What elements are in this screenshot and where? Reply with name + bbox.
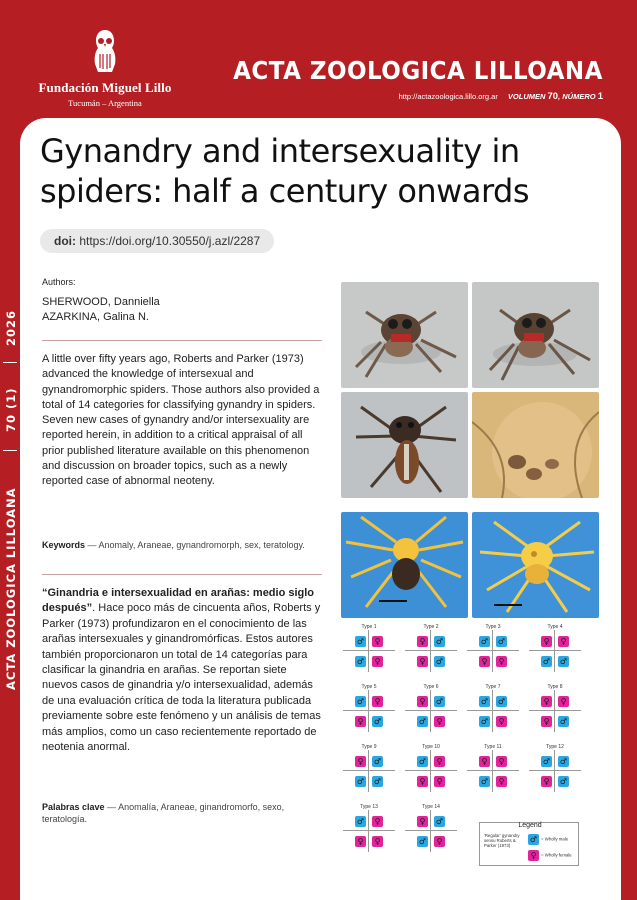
axis-line — [405, 650, 457, 651]
axis-line — [430, 630, 431, 672]
author-name: SHERWOOD, Danniella — [42, 296, 160, 308]
journal-meta — [399, 91, 603, 102]
gynandry-type-cell — [465, 684, 521, 734]
type-label: Type 6 — [423, 684, 439, 690]
female-symbol-icon: ♀ — [541, 776, 552, 787]
gynandry-type-cell — [465, 624, 521, 674]
female-symbol-icon: ♀ — [434, 756, 445, 767]
male-symbol-icon: ♂ — [356, 697, 365, 706]
male-symbol-icon: ♂ — [559, 777, 568, 786]
male-symbol-icon: ♂ — [480, 697, 489, 706]
female-symbol-icon: ♀ — [541, 636, 552, 647]
foundation-logo — [30, 28, 180, 108]
palabras-list: — Anomalía, Araneae, ginandromorfo, sexo, teratología. — [42, 802, 285, 825]
type-label: Type 13 — [360, 804, 378, 810]
type-label: Type 11 — [484, 744, 502, 750]
axis-line — [467, 650, 519, 651]
gynandry-type-cell — [341, 624, 397, 674]
axis-line — [492, 690, 493, 732]
owl-logo-icon — [90, 28, 120, 74]
axis-line — [368, 750, 369, 792]
female-symbol-icon: ♀ — [372, 656, 383, 667]
male-symbol-icon: ♂ — [435, 637, 444, 646]
keywords-label: Keywords — [42, 540, 86, 550]
sidebar-divider — [3, 450, 17, 451]
type-label: Type 10 — [422, 744, 440, 750]
female-symbol-icon: ♀ — [355, 756, 366, 767]
doi-label: doi: — [54, 234, 76, 248]
palabras-clave — [42, 801, 322, 826]
legend-female-label: = Wholly female — [541, 852, 572, 858]
spider-photo — [472, 512, 599, 618]
journal-url[interactable]: http://actazoologica.lillo.org.ar — [398, 92, 498, 101]
axis-line — [368, 630, 369, 672]
sidebar-divider — [3, 362, 17, 363]
type-label: Type 2 — [423, 624, 439, 630]
axis-line — [529, 770, 581, 771]
female-symbol-icon: ♀ — [528, 850, 539, 861]
male-symbol-icon: ♂ — [480, 717, 489, 726]
gynandry-type-cell — [341, 744, 397, 794]
male-symbol-icon: ♂ — [542, 757, 551, 766]
male-symbol-icon: ♂ — [373, 757, 382, 766]
divider — [42, 340, 322, 341]
male-symbol-icon: ♂ — [373, 777, 382, 786]
axis-line — [343, 830, 395, 831]
female-symbol-icon: ♀ — [417, 776, 428, 787]
male-symbol-icon: ♂ — [529, 835, 538, 844]
male-symbol-icon: ♂ — [559, 717, 568, 726]
article-title: Gynandry and intersexuality in spiders: half a century onwards — [40, 132, 530, 210]
org-place: Tucumán – Argentina — [68, 98, 142, 108]
legend-female — [528, 850, 572, 861]
axis-line — [467, 710, 519, 711]
axis-line — [430, 750, 431, 792]
male-symbol-icon: ♂ — [559, 657, 568, 666]
gynandry-type-cell — [527, 684, 583, 734]
abstract: A little over fifty years ago, Roberts and Parker (1973) advanced the knowledge of intersexual and gynandromorphic spiders. Those authors also provided a total of 14 categories for classifying gynandry in spiders. Seven new cases of gynandry and/or intersexuality are reported herein, in addition to a critical appraisal of all prior published literature available on this phenomenon and discussion on broader topics, such as a newly reported case of abnormal neoteny. — [42, 353, 320, 488]
legend — [479, 822, 579, 866]
axis-line — [368, 690, 369, 732]
type-label: Type 9 — [361, 744, 377, 750]
gynandry-type-cell — [527, 624, 583, 674]
palabras-label: Palabras clave — [42, 802, 105, 812]
female-symbol-icon: ♀ — [558, 636, 569, 647]
axis-line — [368, 810, 369, 852]
female-symbol-icon: ♀ — [541, 696, 552, 707]
female-symbol-icon: ♀ — [372, 636, 383, 647]
issue-label: NÚMERO — [562, 92, 596, 101]
authors-label: Authors: — [42, 277, 76, 287]
gynandry-type-cell — [465, 744, 521, 794]
male-symbol-icon: ♂ — [542, 657, 551, 666]
axis-line — [554, 750, 555, 792]
author-name: AZARKINA, Galina N. — [42, 311, 149, 323]
axis-line — [405, 830, 457, 831]
sidebar-volume-issue: 70 (1) — [4, 387, 18, 432]
resumen — [42, 586, 322, 755]
sidebar-year: 2026 — [4, 309, 18, 346]
legend-title: Legend — [518, 822, 542, 829]
axis-line — [492, 630, 493, 672]
spider-photo — [341, 392, 468, 498]
female-symbol-icon: ♀ — [541, 716, 552, 727]
gynandry-type-cell — [403, 684, 459, 734]
female-symbol-icon: ♀ — [372, 816, 383, 827]
female-symbol-icon: ♀ — [434, 776, 445, 787]
gynandry-type-cell — [341, 684, 397, 734]
male-symbol-icon: ♂ — [356, 777, 365, 786]
resumen-title: “Ginandria e intersexualidad en arañas: medio siglo después” — [42, 587, 315, 615]
axis-line — [529, 650, 581, 651]
axis-line — [405, 770, 457, 771]
axis-line — [405, 710, 457, 711]
legend-male-label: = Wholly male — [541, 836, 569, 842]
journal-title: ACTA ZOOLOGICA LILLOANA — [233, 56, 603, 85]
axis-line — [529, 710, 581, 711]
gynandry-type-cell — [341, 804, 397, 854]
female-symbol-icon: ♀ — [496, 756, 507, 767]
female-symbol-icon: ♀ — [496, 776, 507, 787]
female-symbol-icon: ♀ — [434, 836, 445, 847]
type-label: Type 12 — [546, 744, 564, 750]
authors-list — [42, 295, 322, 325]
female-symbol-icon: ♀ — [496, 716, 507, 727]
male-symbol-icon: ♂ — [497, 637, 506, 646]
type-label: Type 3 — [485, 624, 501, 630]
type-label: Type 1 — [361, 624, 377, 630]
header — [0, 0, 637, 118]
female-symbol-icon: ♀ — [372, 836, 383, 847]
female-symbol-icon: ♀ — [372, 696, 383, 707]
type-label: Type 8 — [547, 684, 563, 690]
male-symbol-icon: ♂ — [373, 717, 382, 726]
gynandry-type-cell — [403, 804, 459, 854]
male-symbol-icon: ♂ — [418, 837, 427, 846]
type-label: Type 5 — [361, 684, 377, 690]
volume-number: 70 — [547, 91, 559, 102]
doi-badge[interactable] — [40, 229, 274, 253]
gynandry-types-diagram — [341, 624, 599, 868]
doi-link[interactable]: https://doi.org/10.30550/j.azl/2287 — [79, 234, 261, 248]
side-strip — [0, 300, 20, 690]
male-symbol-icon: ♂ — [435, 697, 444, 706]
axis-line — [430, 810, 431, 852]
male-symbol-icon: ♂ — [480, 637, 489, 646]
photo-grid — [341, 282, 599, 622]
axis-line — [343, 770, 395, 771]
female-symbol-icon: ♀ — [496, 656, 507, 667]
keywords-list: — Anomaly, Araneae, gynandromorph, sex, teratology. — [85, 540, 305, 550]
female-symbol-icon: ♀ — [417, 816, 428, 827]
female-symbol-icon: ♀ — [355, 716, 366, 727]
male-symbol-icon: ♂ — [356, 817, 365, 826]
type-label: Type 4 — [547, 624, 563, 630]
female-symbol-icon: ♀ — [355, 836, 366, 847]
male-symbol-icon: ♂ — [497, 697, 506, 706]
sidebar-journal: ACTA ZOOLOGICA LILLOANA — [4, 487, 18, 690]
axis-line — [492, 750, 493, 792]
gynandry-type-cell — [403, 624, 459, 674]
spider-photo — [472, 392, 599, 498]
volume-label: VOLUMEN — [507, 92, 546, 101]
axis-line — [554, 690, 555, 732]
spider-photo — [472, 282, 599, 388]
male-symbol-icon: ♂ — [435, 657, 444, 666]
female-symbol-icon: ♀ — [479, 756, 490, 767]
gynandry-type-cell — [403, 744, 459, 794]
male-symbol-icon: ♂ — [480, 777, 489, 786]
female-symbol-icon: ♀ — [417, 656, 428, 667]
legend-regular-gynandry: 'Regular' gynandry sensu Roberts & Parker (1973) — [484, 833, 520, 849]
keywords — [42, 539, 322, 551]
male-symbol-icon: ♂ — [356, 637, 365, 646]
org-name: Fundación Miguel Lillo — [38, 80, 172, 95]
axis-line — [467, 770, 519, 771]
female-symbol-icon: ♀ — [558, 696, 569, 707]
male-symbol-icon: ♂ — [418, 717, 427, 726]
male-symbol-icon: ♂ — [356, 657, 365, 666]
axis-line — [430, 690, 431, 732]
spider-photo — [341, 282, 468, 388]
male-symbol-icon: ♂ — [435, 817, 444, 826]
axis-line — [343, 650, 395, 651]
divider — [42, 574, 322, 575]
issue-number: 1 — [597, 91, 603, 102]
type-label: Type 7 — [485, 684, 501, 690]
female-symbol-icon: ♀ — [417, 696, 428, 707]
type-label: Type 14 — [422, 804, 440, 810]
resumen-text: . Hace poco más de cincuenta años, Roberts y Parker (1973) profundizaron en el conocimiento de las arañas intersexuales y ginandromórficas. Estos autores también proporcionaron un total de 14 categorías para clasificar la ginandria en arañas. Se reportan siete nuevos casos de ginandria y/o intersexualidad, además de una evaluación crítica de toda la literatura publicada previamente sobre este fenómeno y un análisis de temas más amplios, como un caso recientemente reportado de neotenia anormal. — [42, 602, 321, 754]
axis-line — [554, 630, 555, 672]
volume-info: VOLUMEN 70, NÚMERO 1 — [507, 91, 603, 102]
axis-line — [343, 710, 395, 711]
male-symbol-icon: ♂ — [559, 757, 568, 766]
female-symbol-icon: ♀ — [434, 716, 445, 727]
female-symbol-icon: ♀ — [417, 636, 428, 647]
male-symbol-icon: ♂ — [418, 757, 427, 766]
gynandry-type-cell — [527, 744, 583, 794]
legend-male — [528, 834, 568, 845]
female-symbol-icon: ♀ — [479, 656, 490, 667]
spider-photo — [341, 512, 468, 618]
